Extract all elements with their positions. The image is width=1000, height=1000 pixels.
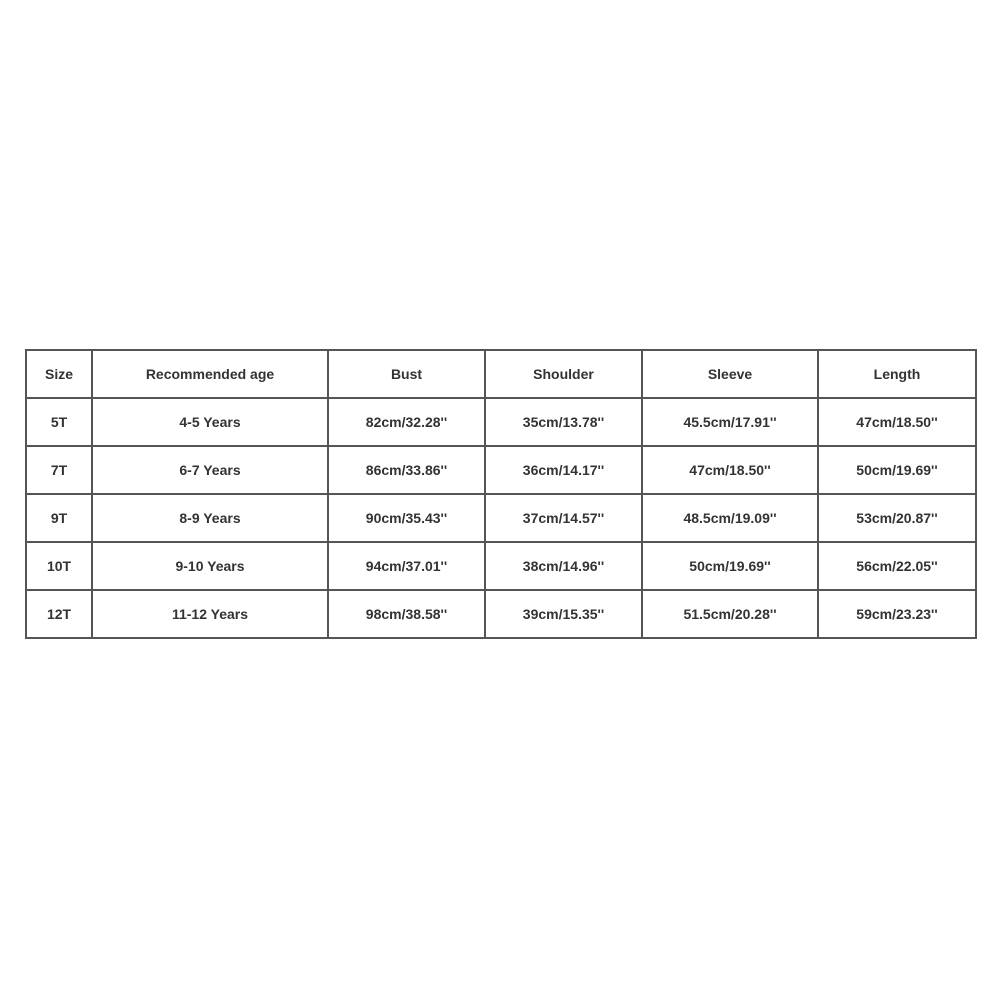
cell-recommended-age: 11-12 Years [92,590,328,638]
size-chart-table [25,349,977,639]
cell-size: 7T [26,446,92,494]
cell-bust: 82cm/32.28'' [328,398,485,446]
header-bust: Bust [328,350,485,398]
cell-bust: 94cm/37.01'' [328,542,485,590]
header-recommended-age: Recommended age [92,350,328,398]
cell-size: 5T [26,398,92,446]
cell-sleeve: 51.5cm/20.28'' [642,590,818,638]
cell-length: 47cm/18.50'' [818,398,976,446]
cell-bust: 98cm/38.58'' [328,590,485,638]
table-row [26,590,976,638]
cell-size: 10T [26,542,92,590]
cell-shoulder: 37cm/14.57'' [485,494,642,542]
header-sleeve: Sleeve [642,350,818,398]
cell-length: 59cm/23.23'' [818,590,976,638]
cell-size: 12T [26,590,92,638]
cell-shoulder: 38cm/14.96'' [485,542,642,590]
header-shoulder: Shoulder [485,350,642,398]
cell-shoulder: 39cm/15.35'' [485,590,642,638]
header-length: Length [818,350,976,398]
cell-recommended-age: 6-7 Years [92,446,328,494]
table-row [26,542,976,590]
table-row [26,446,976,494]
cell-length: 56cm/22.05'' [818,542,976,590]
cell-sleeve: 45.5cm/17.91'' [642,398,818,446]
header-size: Size [26,350,92,398]
cell-sleeve: 47cm/18.50'' [642,446,818,494]
cell-bust: 86cm/33.86'' [328,446,485,494]
cell-sleeve: 48.5cm/19.09'' [642,494,818,542]
cell-size: 9T [26,494,92,542]
cell-recommended-age: 8-9 Years [92,494,328,542]
cell-sleeve: 50cm/19.69'' [642,542,818,590]
cell-bust: 90cm/35.43'' [328,494,485,542]
cell-shoulder: 36cm/14.17'' [485,446,642,494]
table-row [26,494,976,542]
cell-length: 53cm/20.87'' [818,494,976,542]
cell-shoulder: 35cm/13.78'' [485,398,642,446]
table-row [26,398,976,446]
cell-length: 50cm/19.69'' [818,446,976,494]
cell-recommended-age: 9-10 Years [92,542,328,590]
cell-recommended-age: 4-5 Years [92,398,328,446]
table-header-row [26,350,976,398]
